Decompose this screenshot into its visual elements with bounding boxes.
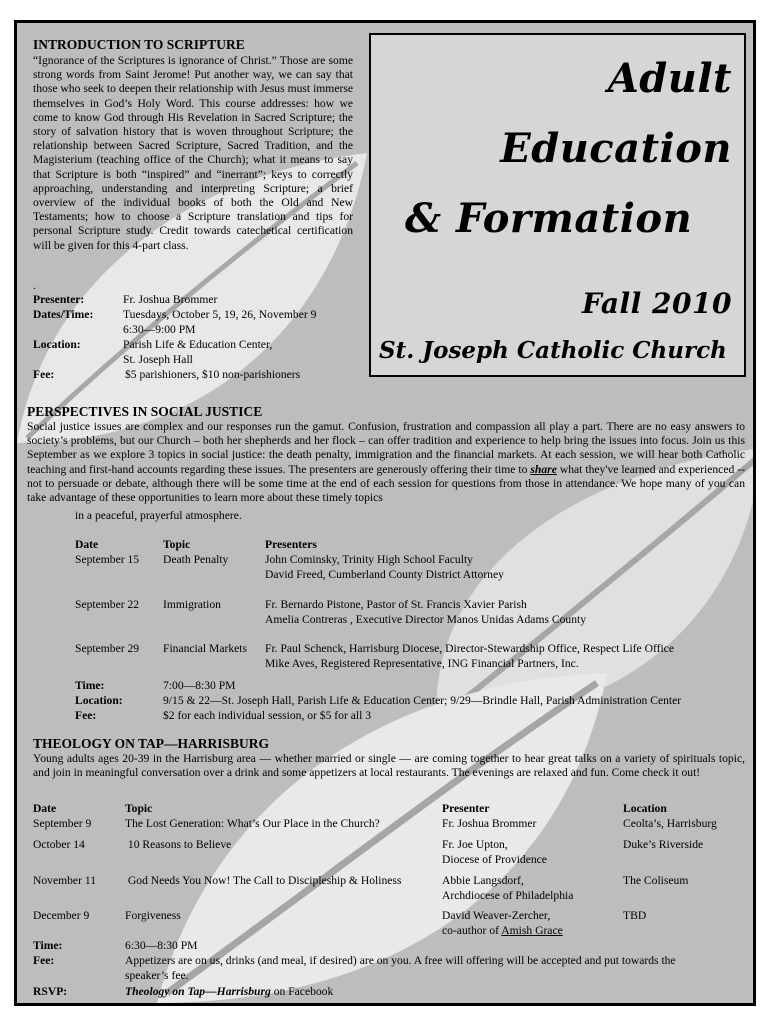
intro-presenter-label: Presenter: — [33, 293, 85, 306]
social-fee-label: Fee: — [75, 709, 97, 722]
social-body — [27, 420, 745, 505]
title-line-adult: Adult — [607, 55, 732, 102]
social-body-part2: what they've learned and experienced -- not to persuade or debate, although there will be some time at the end of each session for questions from those in attendance. We hope many of you can take advantage of these opportunities to learn more about these timely topics — [27, 462, 745, 505]
theology-event-location: The Coliseum — [623, 874, 689, 887]
social-time: 7:00—8:30 PM — [163, 679, 236, 692]
social-session-date: September 22 — [75, 598, 140, 611]
intro-dates-label: Dates/Time: — [33, 308, 94, 321]
social-session-presenter: Amelia Contreras , Executive Director Manos Unidas Adams County — [265, 613, 587, 626]
social-session-date: September 29 — [75, 642, 140, 655]
intro-dates: Tuesdays, October 5, 19, 26, November 9 — [123, 308, 317, 321]
title-line-formation: & Formation — [405, 195, 693, 242]
theology-event-location: TBD — [623, 909, 647, 922]
intro-fee: $5 parishioners, $10 non-parishioners — [125, 368, 301, 381]
theology-event-date: September 9 — [33, 817, 92, 830]
theology-event-presenter-org: Diocese of Providence — [442, 853, 547, 866]
theology-event-date: December 9 — [33, 909, 90, 922]
social-session-presenter: Mike Aves, Registered Representative, ING Financial Partners, Inc. — [265, 657, 579, 670]
social-session-presenter: David Freed, Cumberland County District Attorney — [265, 568, 504, 581]
social-col-topic: Topic — [163, 538, 191, 551]
theology-event-topic: Forgiveness — [125, 909, 181, 922]
theology-event-topic: God Needs You Now! The Call to Discipleship & Holiness — [125, 874, 402, 887]
theology-time-label: Time: — [33, 939, 63, 952]
intro-body: “Ignorance of the Scriptures is ignorance of Christ.” Those are some strong words from Saint Jerome! Put another way, we can say that those who seek to deepen their relationship with Jesus must immerse themselves in God’s Holy Word. This course addresses: how we come to know God through His Revelation in Sacred Scripture; the story of salvation history that is woven throughout Scripture; the relationship between Sacred Scripture, Sacred Tradition, and the Magisterium (teaching office of the Church); what it means to say that Scripture is both “inspired” and “inerrant”; keys to correctly approaching, understanding and interpreting Scripture; a brief overview of the individual books of both the Old and New Testaments; how to choose a Scripture translation and tips for personal Scripture study. Credit towards catechetical certification will be given for this 4-part class. — [33, 54, 353, 252]
social-body-part1: Social justice issues are complex and our responses run the gamut. Confusion, frustration and compassion all play a part. There are no easy answers to society’s problems, but our Church – both her shepherds and her flock – can offer tradition and experience to help bring the issues into focus. Join us this September as we explore 3 topics in social justice: the death penalty, immigration and the financial markets. At each session, we will hear both Catholic teaching and first-hand accounts regarding these issues. The presenters are generously offering their time to — [27, 420, 745, 476]
social-session-topic: Immigration — [163, 598, 221, 611]
theology-col-topic: Topic — [125, 802, 153, 815]
social-time-label: Time: — [75, 679, 105, 692]
theology-event-presenter: Fr. Joshua Brommer — [442, 817, 537, 830]
theology-event-presenter: Fr. Joe Upton, — [442, 838, 508, 851]
intro-presenter: Fr. Joshua Brommer — [123, 293, 218, 306]
theology-col-presenter: Presenter — [442, 802, 490, 815]
theology-event-location: Ceolta’s, Harrisburg — [623, 817, 717, 830]
title-box — [369, 33, 746, 377]
theology-event-presenter-org: Archdiocese of Philadelphia — [442, 889, 574, 902]
social-session-topic: Financial Markets — [163, 642, 248, 655]
theology-rsvp-label: RSVP: — [33, 985, 68, 998]
theology-fee-label: Fee: — [33, 954, 55, 967]
social-session-presenter: Fr. Bernardo Pistone, Pastor of St. Francis Xavier Parish — [265, 598, 527, 611]
coauthor-text: co-author of — [442, 924, 502, 937]
intro-dot: . — [33, 279, 36, 292]
theology-heading: THEOLOGY ON TAP—HARRISBURG — [33, 736, 270, 751]
theology-event-presenter-org — [442, 924, 563, 938]
intro-location-label: Location: — [33, 338, 81, 351]
social-col-presenters: Presenters — [265, 538, 317, 551]
title-church: St. Joseph Catholic Church — [379, 337, 727, 364]
social-fee: $2 for each individual session, or $5 for all 3 — [163, 709, 371, 722]
theology-event-date: November 11 — [33, 874, 96, 887]
intro-fee-label: Fee: — [33, 368, 55, 381]
title-line-education: Education — [500, 125, 732, 172]
social-col-date: Date — [75, 538, 99, 551]
theology-body: Young adults ages 20-39 in the Harrisburg area — whether married or single — are coming together to hear great talks on a variety of spirituals topic, and join in meaningful conversation over a drink and some appetizers at local restaurants. The evenings are relaxed and fun. Come check it out! — [33, 752, 745, 780]
book-title: Amish Grace — [501, 924, 563, 937]
social-location: 9/15 & 22—St. Joseph Hall, Parish Life & Education Center; 9/29—Brindle Hall, Parish Administration Center — [163, 694, 682, 707]
intro-time: 6:30—9:00 PM — [123, 323, 196, 336]
social-body-share: share — [530, 462, 557, 476]
theology-event-topic: The Lost Generation: What’s Our Place in the Church? — [125, 817, 380, 830]
theology-event-location: Duke’s Riverside — [623, 838, 704, 851]
intro-location-line1: Parish Life & Education Center, — [123, 338, 273, 351]
theology-time: 6:30—8:30 PM — [125, 939, 198, 952]
title-season: Fall 2010 — [582, 287, 732, 320]
rsvp-rest: on Facebook — [270, 985, 334, 998]
intro-location-line2: St. Joseph Hall — [123, 353, 193, 366]
flyer-page — [14, 20, 756, 1006]
theology-fee: Appetizers are on us, drinks (and meal, if desired) are on you. A free will offering will be accepted and put towards the — [125, 954, 676, 967]
theology-event-presenter: Abbie Langsdorf, — [442, 874, 524, 887]
theology-fee-line2: speaker’s fee. — [125, 969, 189, 982]
social-body-end: in a peaceful, prayerful atmosphere. — [75, 509, 242, 522]
theology-col-date: Date — [33, 802, 57, 815]
theology-event-date: October 14 — [33, 838, 85, 851]
theology-rsvp — [125, 985, 333, 999]
social-session-topic: Death Penalty — [163, 553, 229, 566]
social-location-label: Location: — [75, 694, 123, 707]
social-session-date: September 15 — [75, 553, 140, 566]
social-session-presenter: Fr. Paul Schenck, Harrisburg Diocese, Director-Stewardship Office, Respect Life Office — [265, 642, 674, 655]
theology-event-topic: 10 Reasons to Believe — [125, 838, 232, 851]
social-session-presenter: John Cominsky, Trinity High School Faculty — [265, 553, 473, 566]
facebook-group-name: Theology on Tap—Harrisburg — [125, 985, 271, 998]
intro-heading: INTRODUCTION TO SCRIPTURE — [33, 37, 245, 52]
theology-event-presenter: David Weaver-Zercher, — [442, 909, 551, 922]
social-heading: PERSPECTIVES IN SOCIAL JUSTICE — [27, 404, 263, 419]
theology-col-location: Location — [623, 802, 667, 815]
